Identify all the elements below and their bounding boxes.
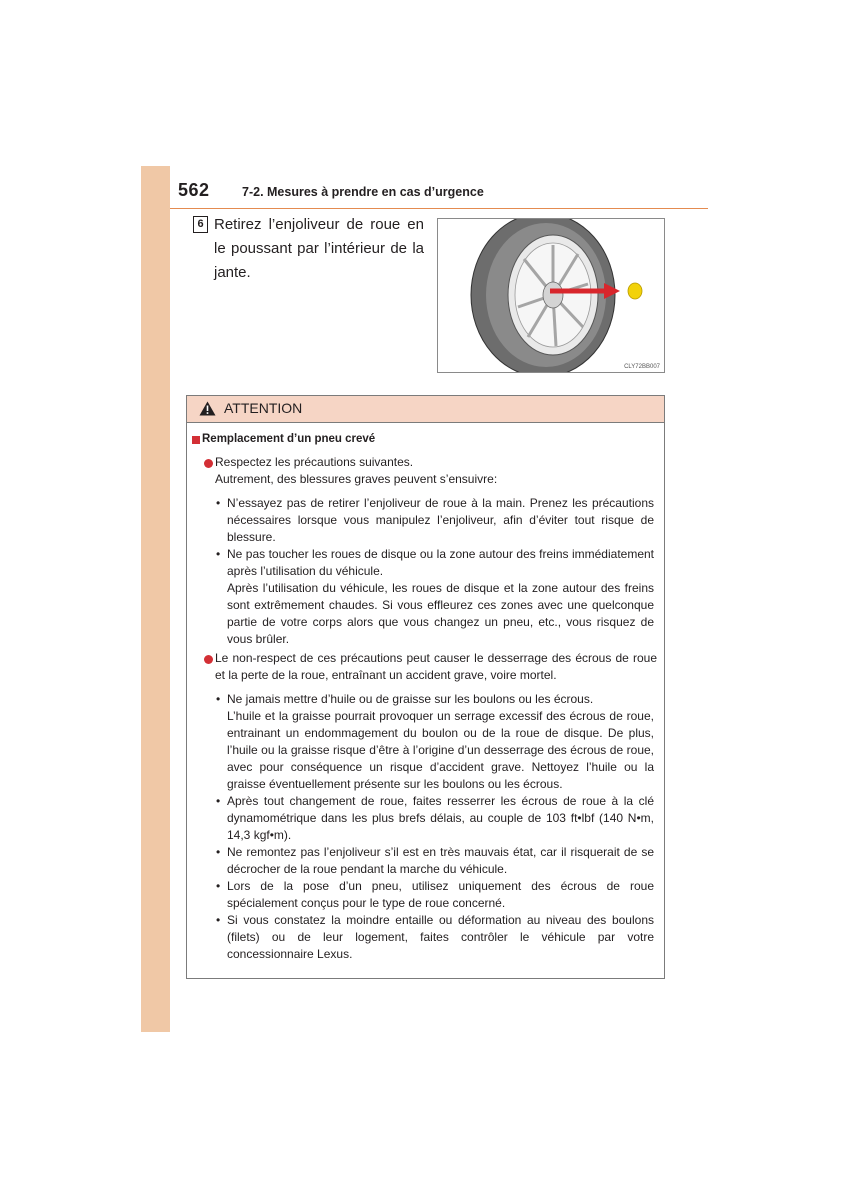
- bullet-dot: •: [216, 845, 221, 859]
- page-number: 562: [178, 180, 210, 200]
- page-header: [170, 180, 708, 209]
- red-dot-bullet: [204, 655, 213, 664]
- chapter-side-band: [141, 166, 170, 1032]
- section-title: 7-2. Mesures à prendre en cas d’urgence: [242, 185, 484, 199]
- attention-title: ATTENTION: [224, 400, 303, 416]
- step-number-badge: 6: [193, 216, 208, 233]
- point2-bullet-4: Lors de la pose d’un pneu, utilisez uniquement des écrous de roue spécialement conçus pour le type de roue concerné.: [227, 879, 654, 910]
- point1-bullet-2: Ne pas toucher les roues de disque ou la zone autour des freins immédiatement après l’utilisation du véhicule.: [227, 547, 654, 578]
- figure-code: CLY72BB007: [624, 364, 660, 370]
- point2-bullet-5: Si vous constatez la moindre entaille ou déformation au niveau des boulons (filets) ou de leur logement, faites contrôler le véhicule par votre concessionnaire Lexus.: [227, 913, 654, 961]
- step-instruction: Retirez l’enjoliveur de roue en le poussant par l’intérieur de la jante.: [214, 216, 424, 281]
- bullet-dot: •: [216, 879, 221, 893]
- point2-bullet-1-detail: L’huile et la graisse pourrait provoquer un serrage excessif des écrous de roue, entrainant un endommagement du boulon ou de la roue de disque. De plus, l’huile ou la graisse risque d’être à l’origine d’un desserrage des écrous de roue, avec pour conséquence un risque d’accident grave. Nettoyez l’huile ou la graisse éventuellement présente sur les boulons ou les écrous.: [227, 709, 654, 791]
- attention-header: [187, 396, 664, 423]
- attention-box: [186, 395, 665, 979]
- wheel-drawing: [438, 219, 664, 372]
- bullet-dot: •: [216, 496, 221, 510]
- point2-bullet-3: Ne remontez pas l’enjoliveur s’il est en très mauvais état, car il risquerait de se décrocher de la roue pendant la marche du véhicule.: [227, 845, 654, 876]
- bullet-dot: •: [216, 547, 221, 561]
- warning-heading: Remplacement d’un pneu crevé: [202, 433, 376, 445]
- bullet-dot: •: [216, 794, 221, 808]
- point2-bullet-2: Après tout changement de roue, faites resserrer les écrous de roue à la clé dynamométrique dans les plus brefs délais, au couple de 103 ft•lbf (140 N•m, 14,3 kgf•m).: [227, 794, 654, 842]
- red-dot-bullet: [204, 459, 213, 468]
- point1-line2: Autrement, des blessures graves peuvent s’ensuivre:: [215, 472, 498, 486]
- bullet-dot: •: [216, 692, 221, 706]
- wheel-cap-illustration: [437, 218, 665, 373]
- point1-line1: Respectez les précautions suivantes.: [215, 455, 414, 469]
- warning-triangle-icon: [199, 401, 216, 416]
- bullet-dot: •: [216, 913, 221, 927]
- point1-bullet-2-detail: Après l’utilisation du véhicule, les roues de disque et la zone autour des freins sont extrêmement chaudes. Si vous effleurez ces zones avec une quelconque partie de votre corps alors que vous changez un pneu, etc., vous risquez de vous brûler.: [227, 581, 654, 646]
- point1-bullet-1: N’essayez pas de retirer l’enjoliveur de roue à la main. Prenez les précautions nécessaires lorsque vous manipulez l’enjoliveur, afin d’éviter tout risque de blessure.: [227, 496, 654, 544]
- point2-text: Le non-respect de ces précautions peut causer le desserrage des écrous de roue et la perte de la roue, entraînant un accident grave, voire mortel.: [215, 651, 657, 682]
- red-square-bullet: [192, 436, 200, 444]
- point2-bullet-1: Ne jamais mettre d’huile ou de graisse sur les boulons ou les écrous.: [227, 692, 594, 706]
